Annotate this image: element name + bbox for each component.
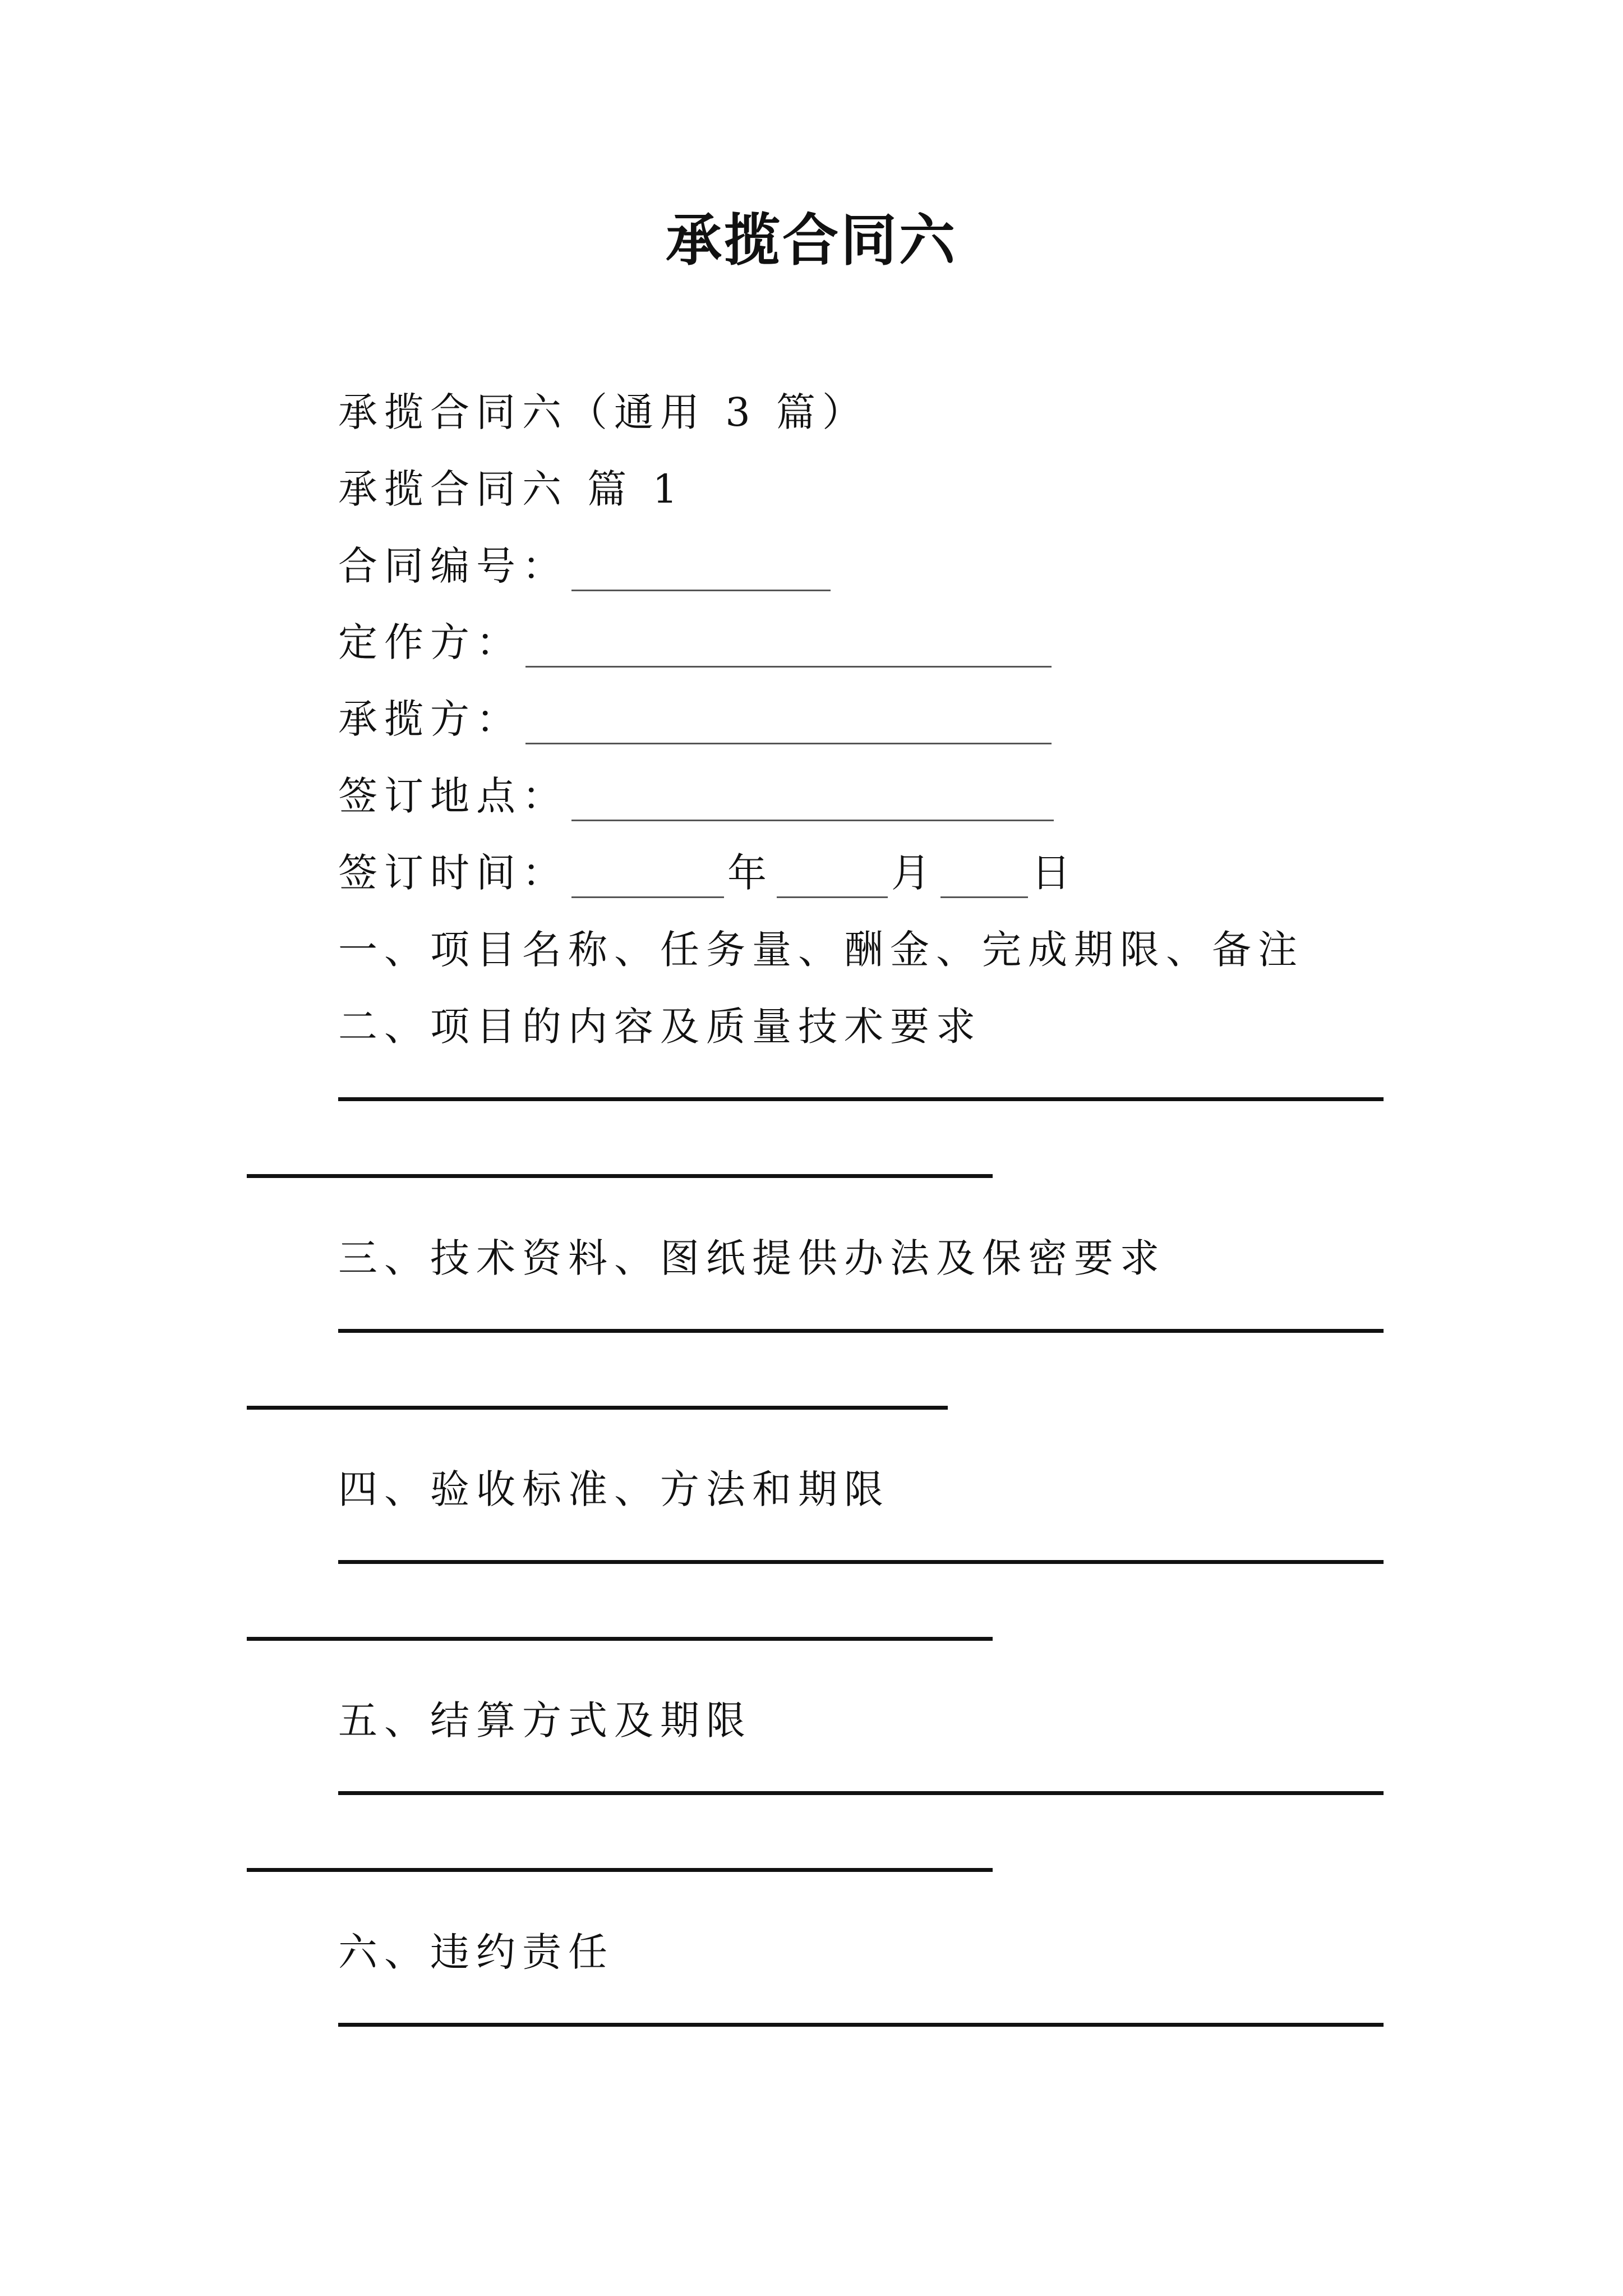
part-heading: 承揽合同六 篇 1 xyxy=(338,466,685,512)
month-blank[interactable] xyxy=(777,857,888,898)
year-blank[interactable] xyxy=(571,857,724,898)
section-2-heading: 二、项目的内容及质量技术要求 xyxy=(338,1004,982,1050)
party-a-blank[interactable] xyxy=(525,627,1052,668)
signing-date-row xyxy=(338,848,1077,898)
signing-place-label: 签订地点： xyxy=(338,773,568,819)
signing-place-row xyxy=(338,771,1057,821)
contract-number-label: 合同编号： xyxy=(338,543,568,589)
section-4-fill-line-1 xyxy=(338,1560,1384,1564)
section-2-fill-line-2 xyxy=(247,1174,993,1178)
section-5-fill-line-1 xyxy=(338,1791,1384,1795)
document-subtitle: 承揽合同六（通用 3 篇） xyxy=(338,389,869,435)
contract-number-row xyxy=(338,541,834,591)
party-b-blank[interactable] xyxy=(525,703,1052,744)
signing-date-label: 签订时间： xyxy=(338,850,568,896)
party-b-label: 承揽方： xyxy=(338,696,522,742)
section-2-fill-line-1 xyxy=(338,1097,1384,1101)
signing-place-blank[interactable] xyxy=(571,780,1054,821)
section-3-heading: 三、技术资料、图纸提供办法及保密要求 xyxy=(338,1235,1166,1281)
contract-number-blank[interactable] xyxy=(571,550,831,591)
section-3-fill-line-1 xyxy=(338,1329,1384,1333)
section-3-fill-line-2 xyxy=(247,1406,948,1410)
day-label: 日 xyxy=(1031,850,1077,896)
section-5-heading: 五、结算方式及期限 xyxy=(338,1697,752,1743)
section-1-heading: 一、项目名称、任务量、酬金、完成期限、备注 xyxy=(338,927,1304,973)
section-6-heading: 六、违约责任 xyxy=(338,1929,614,1975)
section-4-fill-line-2 xyxy=(247,1637,993,1641)
document-title: 承揽合同六 xyxy=(666,207,957,273)
party-a-label: 定作方： xyxy=(338,619,522,665)
party-b-row xyxy=(338,694,1055,744)
month-label: 月 xyxy=(891,850,937,896)
party-a-row xyxy=(338,617,1055,668)
section-5-fill-line-2 xyxy=(247,1868,993,1872)
section-4-heading: 四、验收标准、方法和期限 xyxy=(338,1466,890,1512)
section-6-fill-line-1 xyxy=(338,2023,1384,2027)
day-blank[interactable] xyxy=(940,857,1028,898)
year-label: 年 xyxy=(727,850,773,896)
